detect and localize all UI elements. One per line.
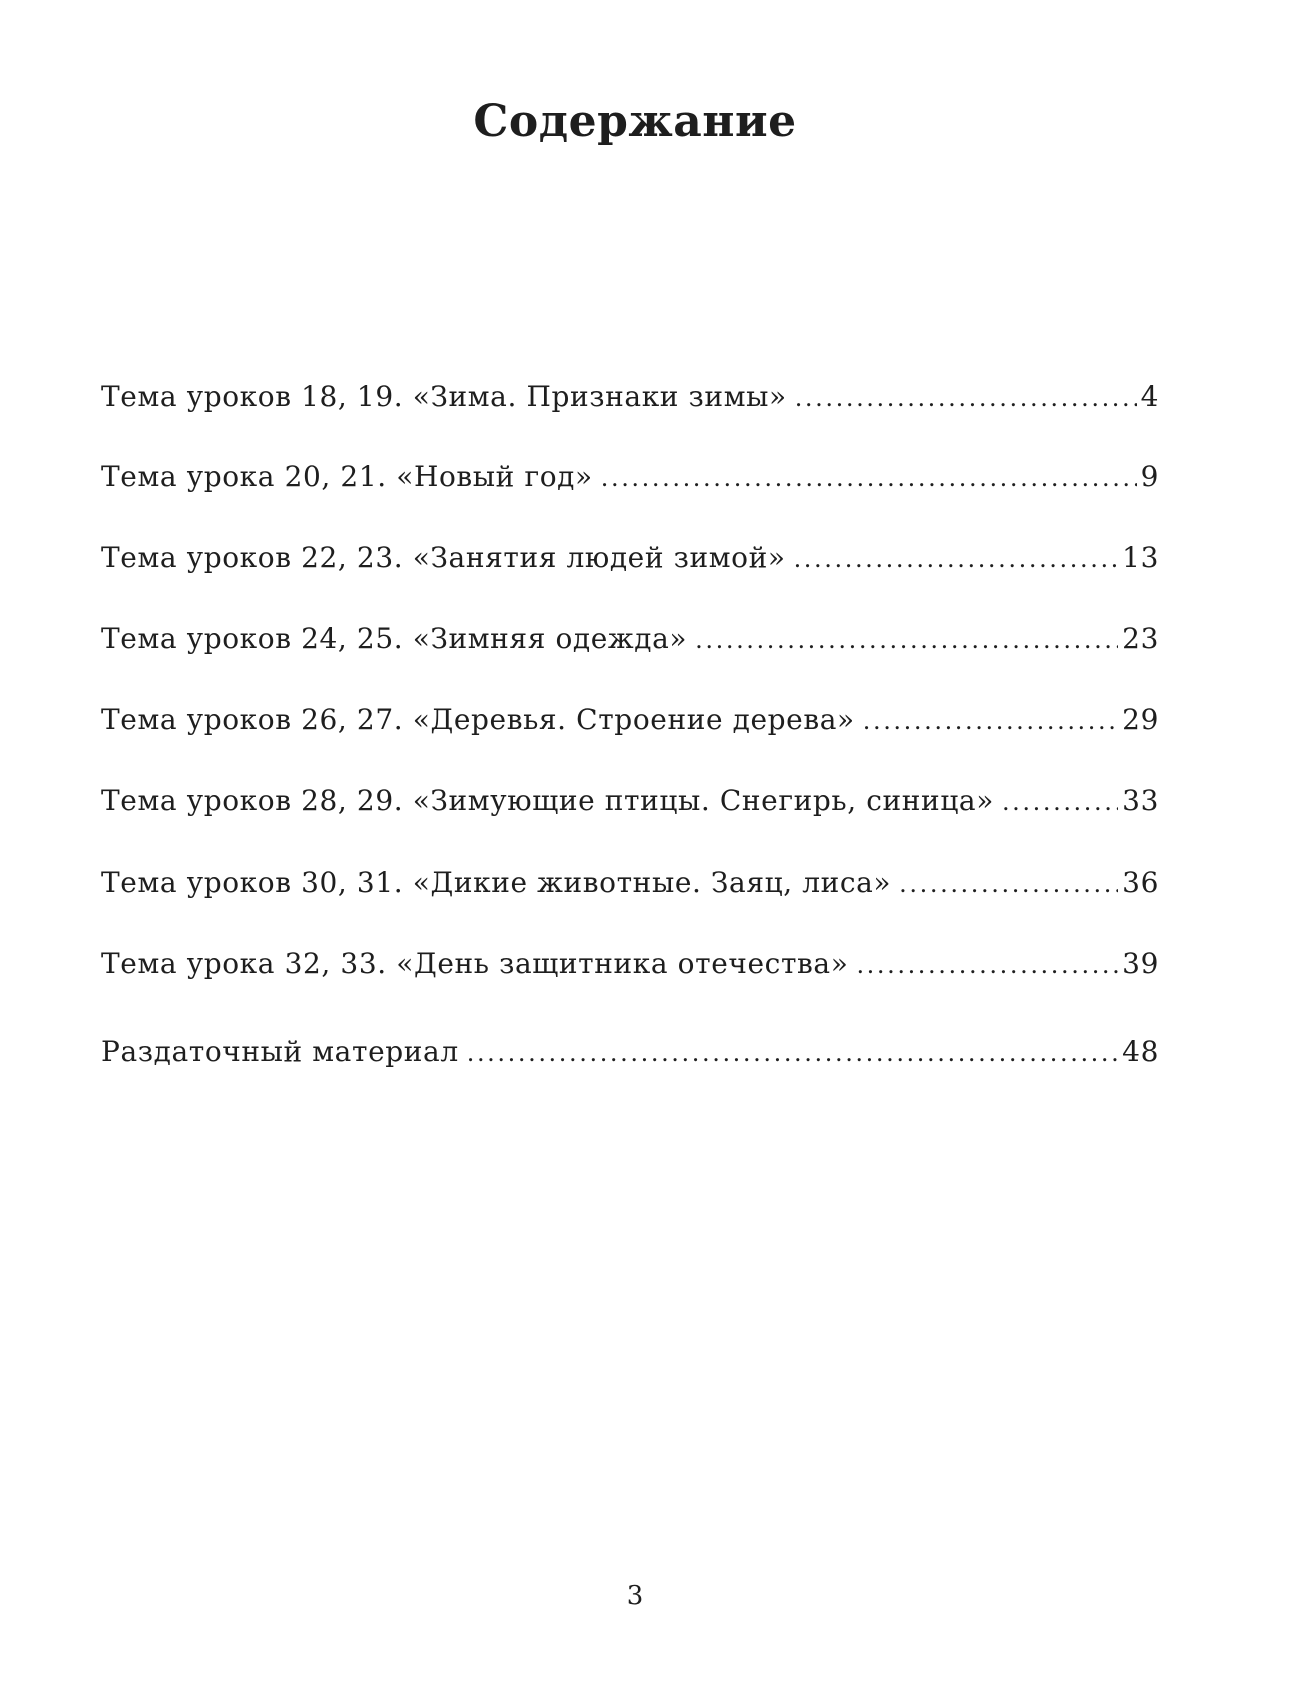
dot-leader (1002, 788, 1118, 816)
toc-entry-page: 36 (1122, 866, 1159, 899)
toc-entry-page: 4 (1140, 380, 1159, 413)
toc-entry-page: 48 (1122, 1035, 1159, 1068)
toc-entry-label: Тема урока 20, 21. «Новый год» (101, 460, 593, 493)
toc-entry[interactable] (101, 622, 1159, 662)
toc-entry-label: Тема уроков 18, 19. «Зима. Признаки зимы» (101, 380, 787, 413)
toc-entry[interactable] (101, 703, 1159, 743)
toc-entry[interactable] (101, 541, 1159, 581)
table-of-contents (101, 0, 1159, 1684)
toc-entry-label: Раздаточный материал (101, 1035, 459, 1068)
toc-entry[interactable] (101, 866, 1159, 906)
toc-entry-label: Тема урока 32, 33. «День защитника отечества» (101, 947, 849, 980)
toc-entry-label: Тема уроков 26, 27. «Деревья. Строение дерева» (101, 703, 855, 736)
toc-entry[interactable] (101, 784, 1159, 824)
toc-entry-page: 9 (1140, 460, 1159, 493)
toc-entry[interactable] (101, 1035, 1159, 1075)
toc-entry[interactable] (101, 460, 1159, 500)
toc-entry[interactable] (101, 947, 1159, 987)
toc-entry-label: Тема уроков 22, 23. «Занятия людей зимой» (101, 541, 786, 574)
toc-entry-label: Тема уроков 28, 29. «Зимующие птицы. Снегирь, синица» (101, 784, 994, 817)
dot-leader (856, 951, 1118, 979)
toc-entry-page: 13 (1122, 541, 1159, 574)
dot-leader (795, 384, 1137, 412)
page-number: 3 (626, 1581, 644, 1611)
toc-entry[interactable] (101, 380, 1159, 420)
dot-leader (794, 545, 1119, 573)
toc-entry-page: 39 (1122, 947, 1159, 980)
toc-entry-page: 23 (1122, 622, 1159, 655)
toc-entry-label: Тема уроков 24, 25. «Зимняя одежда» (101, 622, 688, 655)
toc-entry-page: 33 (1122, 784, 1159, 817)
dot-leader (863, 707, 1118, 735)
toc-entry-label: Тема уроков 30, 31. «Дикие животные. Заяц, лиса» (101, 866, 892, 899)
dot-leader (601, 464, 1137, 492)
page-title: Содержание (473, 96, 797, 147)
dot-leader (899, 870, 1118, 898)
dot-leader (467, 1039, 1118, 1067)
toc-entry-page: 29 (1122, 703, 1159, 736)
dot-leader (695, 626, 1118, 654)
